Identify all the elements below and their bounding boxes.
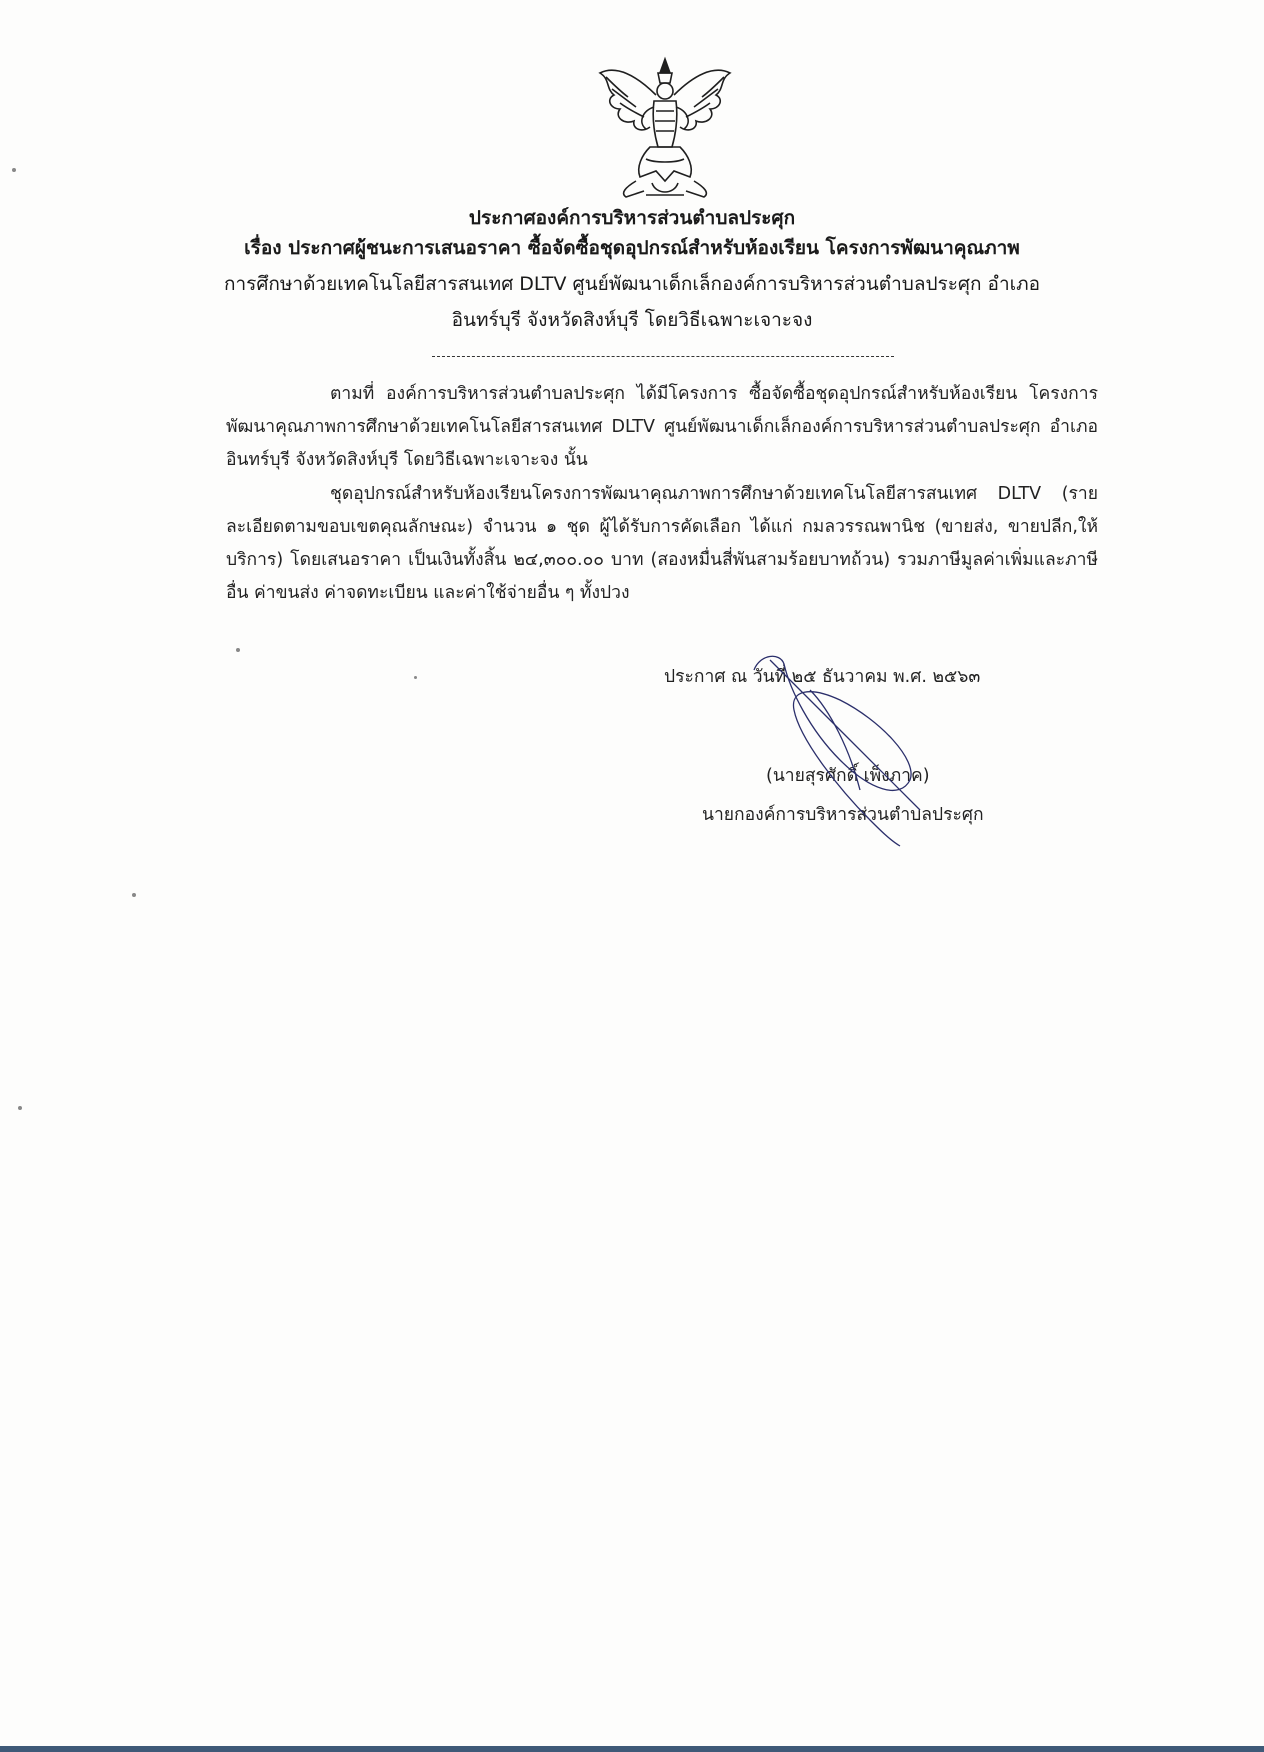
handwritten-signature-icon bbox=[750, 650, 940, 850]
title-divider bbox=[432, 356, 894, 357]
announcement-date: ประกาศ ณ วันที่ ๒๕ ธันวาคม พ.ศ. ๒๕๖๓ bbox=[664, 667, 981, 687]
announcement-title bbox=[200, 203, 1064, 233]
subject-heading-line2: การศึกษาด้วยเทคโนโลยีสารสนเทศ DLTV ศูนย์พัฒนาเด็กเล็กองค์การบริหารส่วนตำบลประศุก อำเภอ bbox=[223, 273, 1041, 295]
org-announcement-heading: ประกาศองค์การบริหารส่วนตำบลประศุก bbox=[468, 207, 796, 229]
paragraph-text: ตามที่ องค์การบริหารส่วนตำบลประศุก ได้มีโครงการ ซื้อจัดซื้อชุดอุปกรณ์สำหรับห้องเรียน โครงการพัฒนาคุณภาพการศึกษาด้วยเทคโนโลยีสารสนเทศ DLTV ศูนย์พัฒนาเด็กเล็กองค์การบริหารส่วนตำบลประศุก อำเภออินทร์บุรี จังหวัดสิงห์บุรี โดยวิธีเฉพาะเจาะจง นั้น bbox=[226, 384, 1098, 470]
scan-speck bbox=[236, 648, 240, 652]
subject-heading-line1: เรื่อง ประกาศผู้ชนะการเสนอราคา ซื้อจัดซื้อชุดอุปกรณ์สำหรับห้องเรียน โครงการพัฒนาคุณภาพ bbox=[244, 237, 1020, 259]
scan-edge-bar bbox=[0, 1746, 1264, 1752]
body-paragraph-2 bbox=[226, 478, 1098, 610]
garuda-emblem-icon bbox=[596, 55, 734, 205]
paragraph-text: ชุดอุปกรณ์สำหรับห้องเรียนโครงการพัฒนาคุณภาพการศึกษาด้วยเทคโนโลยีสารสนเทศ DLTV (รายละเอียดตามขอบเขตคุณลักษณะ) จำนวน ๑ ชุด ผู้ได้รับการคัดเลือก ได้แก่ กมลวรรณพานิช (ขายส่ง, ขายปลีก,ให้บริการ) โดยเสนอราคา เป็นเงินทั้งสิ้น ๒๔,๓๐๐.๐๐ บาท (สองหมื่นสี่พันสามร้อยบาทถ้วน) รวมภาษีมูลค่าเพิ่มและภาษีอื่น ค่าขนส่ง ค่าจดทะเบียน และค่าใช้จ่ายอื่น ๆ ทั้งปวง bbox=[226, 484, 1098, 603]
scan-speck bbox=[414, 676, 417, 679]
signatory-position: นายกองค์การบริหารส่วนตำบลประศุก bbox=[702, 805, 984, 825]
scan-speck bbox=[132, 893, 136, 897]
body-paragraph-1 bbox=[226, 378, 1098, 477]
scan-speck bbox=[12, 168, 16, 172]
subject-heading-line3: อินทร์บุรี จังหวัดสิงห์บุรี โดยวิธีเฉพาะเจาะจง bbox=[451, 309, 813, 331]
scan-speck bbox=[18, 1106, 22, 1110]
signatory-name: (นายสุรศักดิ์ เพ็งภาค) bbox=[766, 766, 930, 786]
